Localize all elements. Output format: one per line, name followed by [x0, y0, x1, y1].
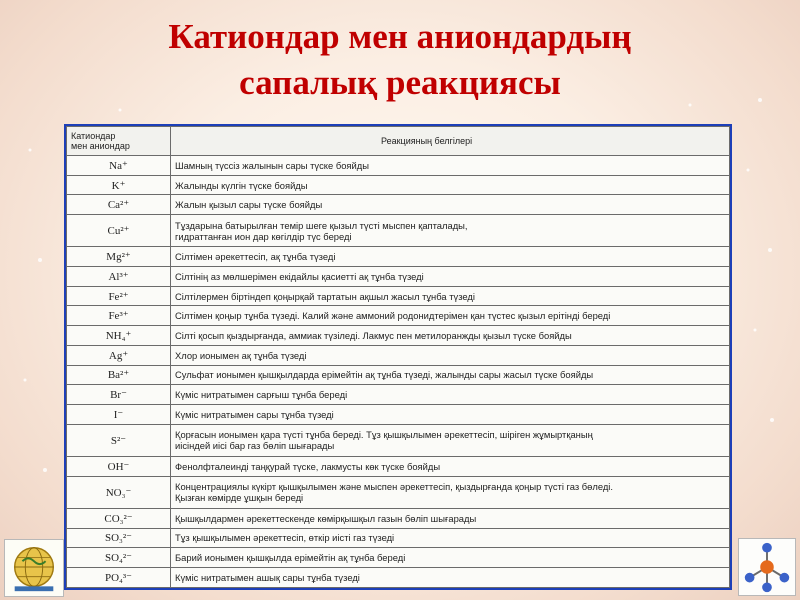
reaction-description-cell	[171, 365, 730, 385]
molecule-icon	[739, 539, 795, 595]
reaction-description-cell	[171, 326, 730, 346]
reaction-description-cell	[171, 195, 730, 215]
table-row	[67, 508, 730, 528]
table-row	[67, 568, 730, 588]
table-row	[67, 548, 730, 568]
reaction-description-line1: Қышқылдармен әрекеттескенде көмірқышқыл газын бөліп шығарады	[175, 512, 477, 524]
reaction-description-line1: Қорғасын ионымен қара түсті тұнба береді. Тұз қышқылымен әрекеттесіп, шіріген жұмыртқаның	[175, 429, 593, 441]
ion-cell: Ca²⁺	[67, 195, 171, 215]
table-row	[67, 267, 730, 287]
reaction-description-cell	[171, 306, 730, 326]
reaction-description-line1: Концентрациялы күкірт қышқылымен және мыспен әрекеттесіп, қыздырғанда қоңыр түсті газ бөледі.	[175, 481, 613, 493]
reaction-description-line1: Тұз қышқылымен әрекеттесіп, өткір иісті газ түзеді	[175, 532, 395, 544]
reaction-description-line2: иісіндей иісі бар газ бөліп шығарады	[175, 440, 335, 452]
ion-cell: NH₄⁺	[67, 326, 171, 346]
ion-cell: OH⁻	[67, 456, 171, 476]
reaction-description-cell	[171, 175, 730, 195]
reaction-description-line1: Сілтінің аз мөлшерімен екідайлы қасиетті ақ тұнба түзеді	[175, 270, 424, 282]
reaction-description-line1: Сілтімен әрекеттесіп, ақ тұнба түзеді	[175, 251, 336, 263]
reaction-description-cell	[171, 456, 730, 476]
table-row	[67, 175, 730, 195]
reaction-description-line1: Сульфат ионымен қышқылдарда ерімейтін ақ тұнба түзеді, жалынды сары жасыл түске бояйды	[175, 369, 594, 381]
reaction-description-cell	[171, 528, 730, 548]
table-row	[67, 365, 730, 385]
globe-logo-thumbnail	[4, 539, 64, 597]
ion-cell: Ag⁺	[67, 345, 171, 365]
reaction-description-cell	[171, 247, 730, 267]
ion-cell: K⁺	[67, 175, 171, 195]
reaction-description-line1: Күміс нитратымен сары тұнба түзеді	[175, 408, 334, 420]
ion-cell: Na⁺	[67, 156, 171, 176]
table-row	[67, 528, 730, 548]
slide-title-line2: сапалық реакциясы	[239, 63, 561, 102]
reaction-description-line1: Фенолфталеинді таңқурай түске, лакмусты көк түске бояйды	[175, 460, 441, 472]
reaction-description-cell	[171, 568, 730, 588]
reaction-description-line1: Сілтімен қоңыр тұнба түзеді. Калий және аммоний родонидтерімен қан түстес қызыл ерітінді береді	[175, 310, 611, 322]
reaction-description-cell	[171, 286, 730, 306]
table-row	[67, 247, 730, 267]
reaction-description-cell	[171, 508, 730, 528]
reaction-description-line1: Күміс нитратымен ашық сары тұнба түзеді	[175, 572, 360, 583]
table-row	[67, 424, 730, 456]
header-reaction-signs: Реакцияның белгілері	[171, 127, 730, 156]
reaction-description-line2: гидраттанған ион дар көгілдір түс береді	[175, 230, 352, 242]
ion-cell: Mg²⁺	[67, 247, 171, 267]
reaction-description-cell	[171, 156, 730, 176]
ion-cell: Fe³⁺	[67, 306, 171, 326]
reaction-description-cell	[171, 385, 730, 405]
ion-cell: SO₃²⁻	[67, 528, 171, 548]
slide-title	[0, 14, 800, 106]
ion-cell: Al³⁺	[67, 267, 171, 287]
slide-title-line1: Катиондар мен аниондардың	[168, 17, 632, 56]
ion-cell: SO₄²⁻	[67, 548, 171, 568]
reaction-description-line1: Жалын қызыл сары түске бояйды	[175, 199, 323, 211]
globe-icon	[5, 540, 63, 596]
reaction-table	[66, 126, 730, 588]
reaction-description-cell	[171, 404, 730, 424]
table-row	[67, 215, 730, 247]
table-row	[67, 156, 730, 176]
ion-cell: I⁻	[67, 404, 171, 424]
table-header-row	[67, 127, 730, 156]
reaction-description-line1: Күміс нитратымен сарғыш тұнба береді	[175, 389, 348, 401]
reaction-description-line1: Барий ионымен қышқылда ерімейтін ақ тұнба береді	[175, 552, 406, 564]
table-row	[67, 306, 730, 326]
header-ions: Катиондар мен аниондар	[67, 127, 171, 156]
ion-cell: Br⁻	[67, 385, 171, 405]
table-row	[67, 195, 730, 215]
reaction-description-line1: Тұздарына батырылған темір шеге қызыл түсті мыспен қапталады,	[175, 219, 468, 231]
ion-cell: PO₄³⁻	[67, 568, 171, 588]
table-row	[67, 326, 730, 346]
reaction-description-line2: Қызған көмірде ұшқын береді	[175, 492, 304, 504]
molecule-thumbnail	[738, 538, 796, 596]
reaction-description-cell	[171, 345, 730, 365]
table-row	[67, 345, 730, 365]
reaction-description-line1: Жалынды күлгін түске бояйды	[175, 179, 308, 191]
reaction-description-cell	[171, 424, 730, 456]
reaction-description-line1: Хлор ионымен ақ тұнба түзеді	[175, 349, 307, 361]
reaction-description-cell	[171, 215, 730, 247]
reaction-description-line1: Сілті қосып қыздырғанда, аммиак түзіледі. Лакмус пен метилоранжды қызыл түске бояйды	[175, 330, 572, 342]
reaction-description-line1: Шамның түссіз жалынын сары түске бояйды	[175, 159, 369, 171]
table-row	[67, 456, 730, 476]
reaction-description-cell	[171, 476, 730, 508]
table-row	[67, 404, 730, 424]
table-row	[67, 476, 730, 508]
reaction-table-frame	[64, 124, 732, 590]
ion-cell: S²⁻	[67, 424, 171, 456]
ion-cell: CO₃²⁻	[67, 508, 171, 528]
table-row	[67, 385, 730, 405]
ion-cell: NO₃⁻	[67, 476, 171, 508]
table-row	[67, 286, 730, 306]
ion-cell: Cu²⁺	[67, 215, 171, 247]
ion-cell: Ba²⁺	[67, 365, 171, 385]
reaction-description-cell	[171, 267, 730, 287]
reaction-description-line1: Сілтілермен біртіндеп қоңырқай тартатын ақшыл жасыл тұнба түзеді	[175, 290, 475, 302]
reaction-description-cell	[171, 548, 730, 568]
table-body	[67, 156, 730, 588]
ion-cell: Fe²⁺	[67, 286, 171, 306]
